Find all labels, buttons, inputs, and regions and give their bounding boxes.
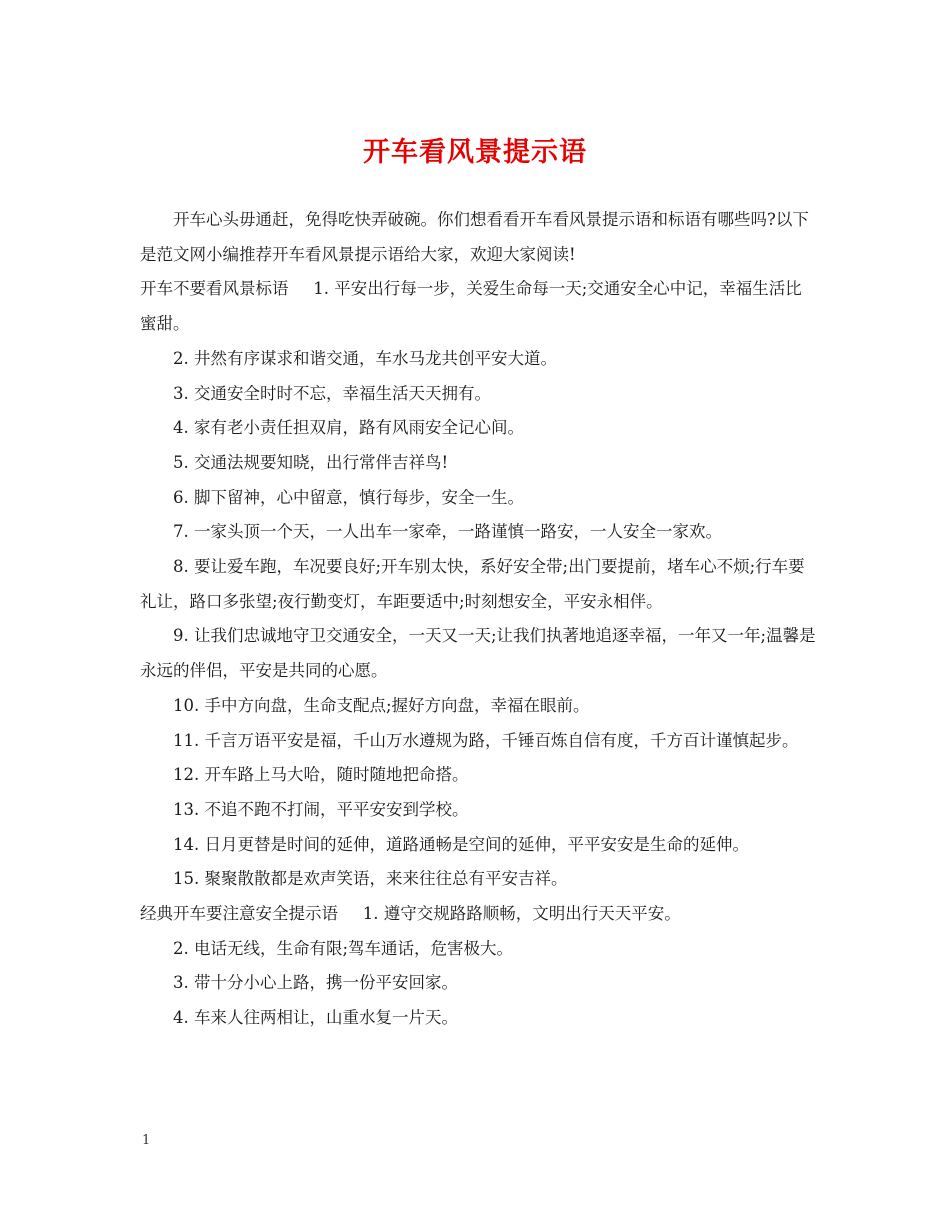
page-title: 开车看风景提示语 — [363, 137, 587, 168]
page-number: 1 — [142, 1133, 151, 1148]
list-item: 11. 千言万语平安是福，千山万水遵规为路，千锤百炼自信有度，千方百计谨慎起步。 — [173, 730, 799, 750]
list-item: 15. 聚聚散散都是欢声笑语，来来往往总有平安吉祥。 — [173, 869, 568, 889]
list-item: 9. 让我们忠诚地守卫交通安全，一天又一天;让我们执著地追逐幸福，一年又一年;温馨是永远的伴侣，平安是共同的心愿。 — [140, 626, 816, 681]
list-item: 13. 不追不跑不打闹，平平安安到学校。 — [173, 799, 469, 819]
list-item: 7. 一家头顶一个天，一人出车一家牵，一路谨慎一路安，一人安全一家欢。 — [173, 522, 722, 542]
list-item: 3. 交通安全时时不忘，幸福生活天天拥有。 — [173, 383, 491, 403]
section-1-first-line — [140, 272, 816, 341]
section-2-item-1: 1. 遵守交规路路顺畅，文明出行天天平安。 — [362, 904, 681, 924]
intro-paragraph: 开车心头毋通赶，免得吃快弄破碗。你们想看看开车看风景提示语和标语有哪些吗?以下是范文网小编推荐开车看风景提示语给大家，欢迎大家阅读! — [140, 210, 809, 264]
section-2-first-line — [140, 897, 816, 932]
list-item: 12. 开车路上马大哈，随时随地把命搭。 — [173, 765, 469, 785]
list-item: 3. 带十分小心上路，携一份平安回家。 — [173, 973, 458, 993]
list-item: 5. 交通法规要知晓，出行常伴吉祥鸟! — [173, 452, 449, 472]
list-item: 10. 手中方向盘，生命支配点;握好方向盘，幸福在眼前。 — [173, 695, 590, 715]
list-item: 4. 车来人往两相让，山重水复一片天。 — [173, 1008, 458, 1028]
section-1-heading: 开车不要看风景标语 — [140, 279, 289, 299]
section-2-list — [140, 932, 816, 1036]
list-item: 6. 脚下留神，心中留意，慎行每步，安全一生。 — [173, 487, 524, 507]
section-2-heading: 经典开车要注意安全提示语 — [140, 904, 338, 924]
document-body — [140, 203, 816, 1036]
list-item: 4. 家有老小责任担双肩，路有风雨安全记心间。 — [173, 418, 524, 438]
section-1-item-1: 1. 平安出行每一步，关爱生命每一天;交通安全心中记，幸福生活比蜜甜。 — [140, 279, 802, 334]
section-1-list — [140, 342, 816, 897]
list-item: 2. 电话无线，生命有限;驾车通话，危害极大。 — [173, 938, 514, 958]
list-item: 14. 日月更替是时间的延伸，道路通畅是空间的延伸，平平安安是生命的延伸。 — [173, 834, 749, 854]
list-item: 8. 要让爱车跑，车况要良好;开车别太快，系好安全带;出门要提前，堵车心不烦;行车要礼让，路口多张望;夜行勤变灯，车距要适中;时刻想安全，平安永相伴。 — [140, 557, 805, 611]
list-item: 2. 井然有序谋求和谐交通，车水马龙共创平安大道。 — [173, 348, 557, 368]
